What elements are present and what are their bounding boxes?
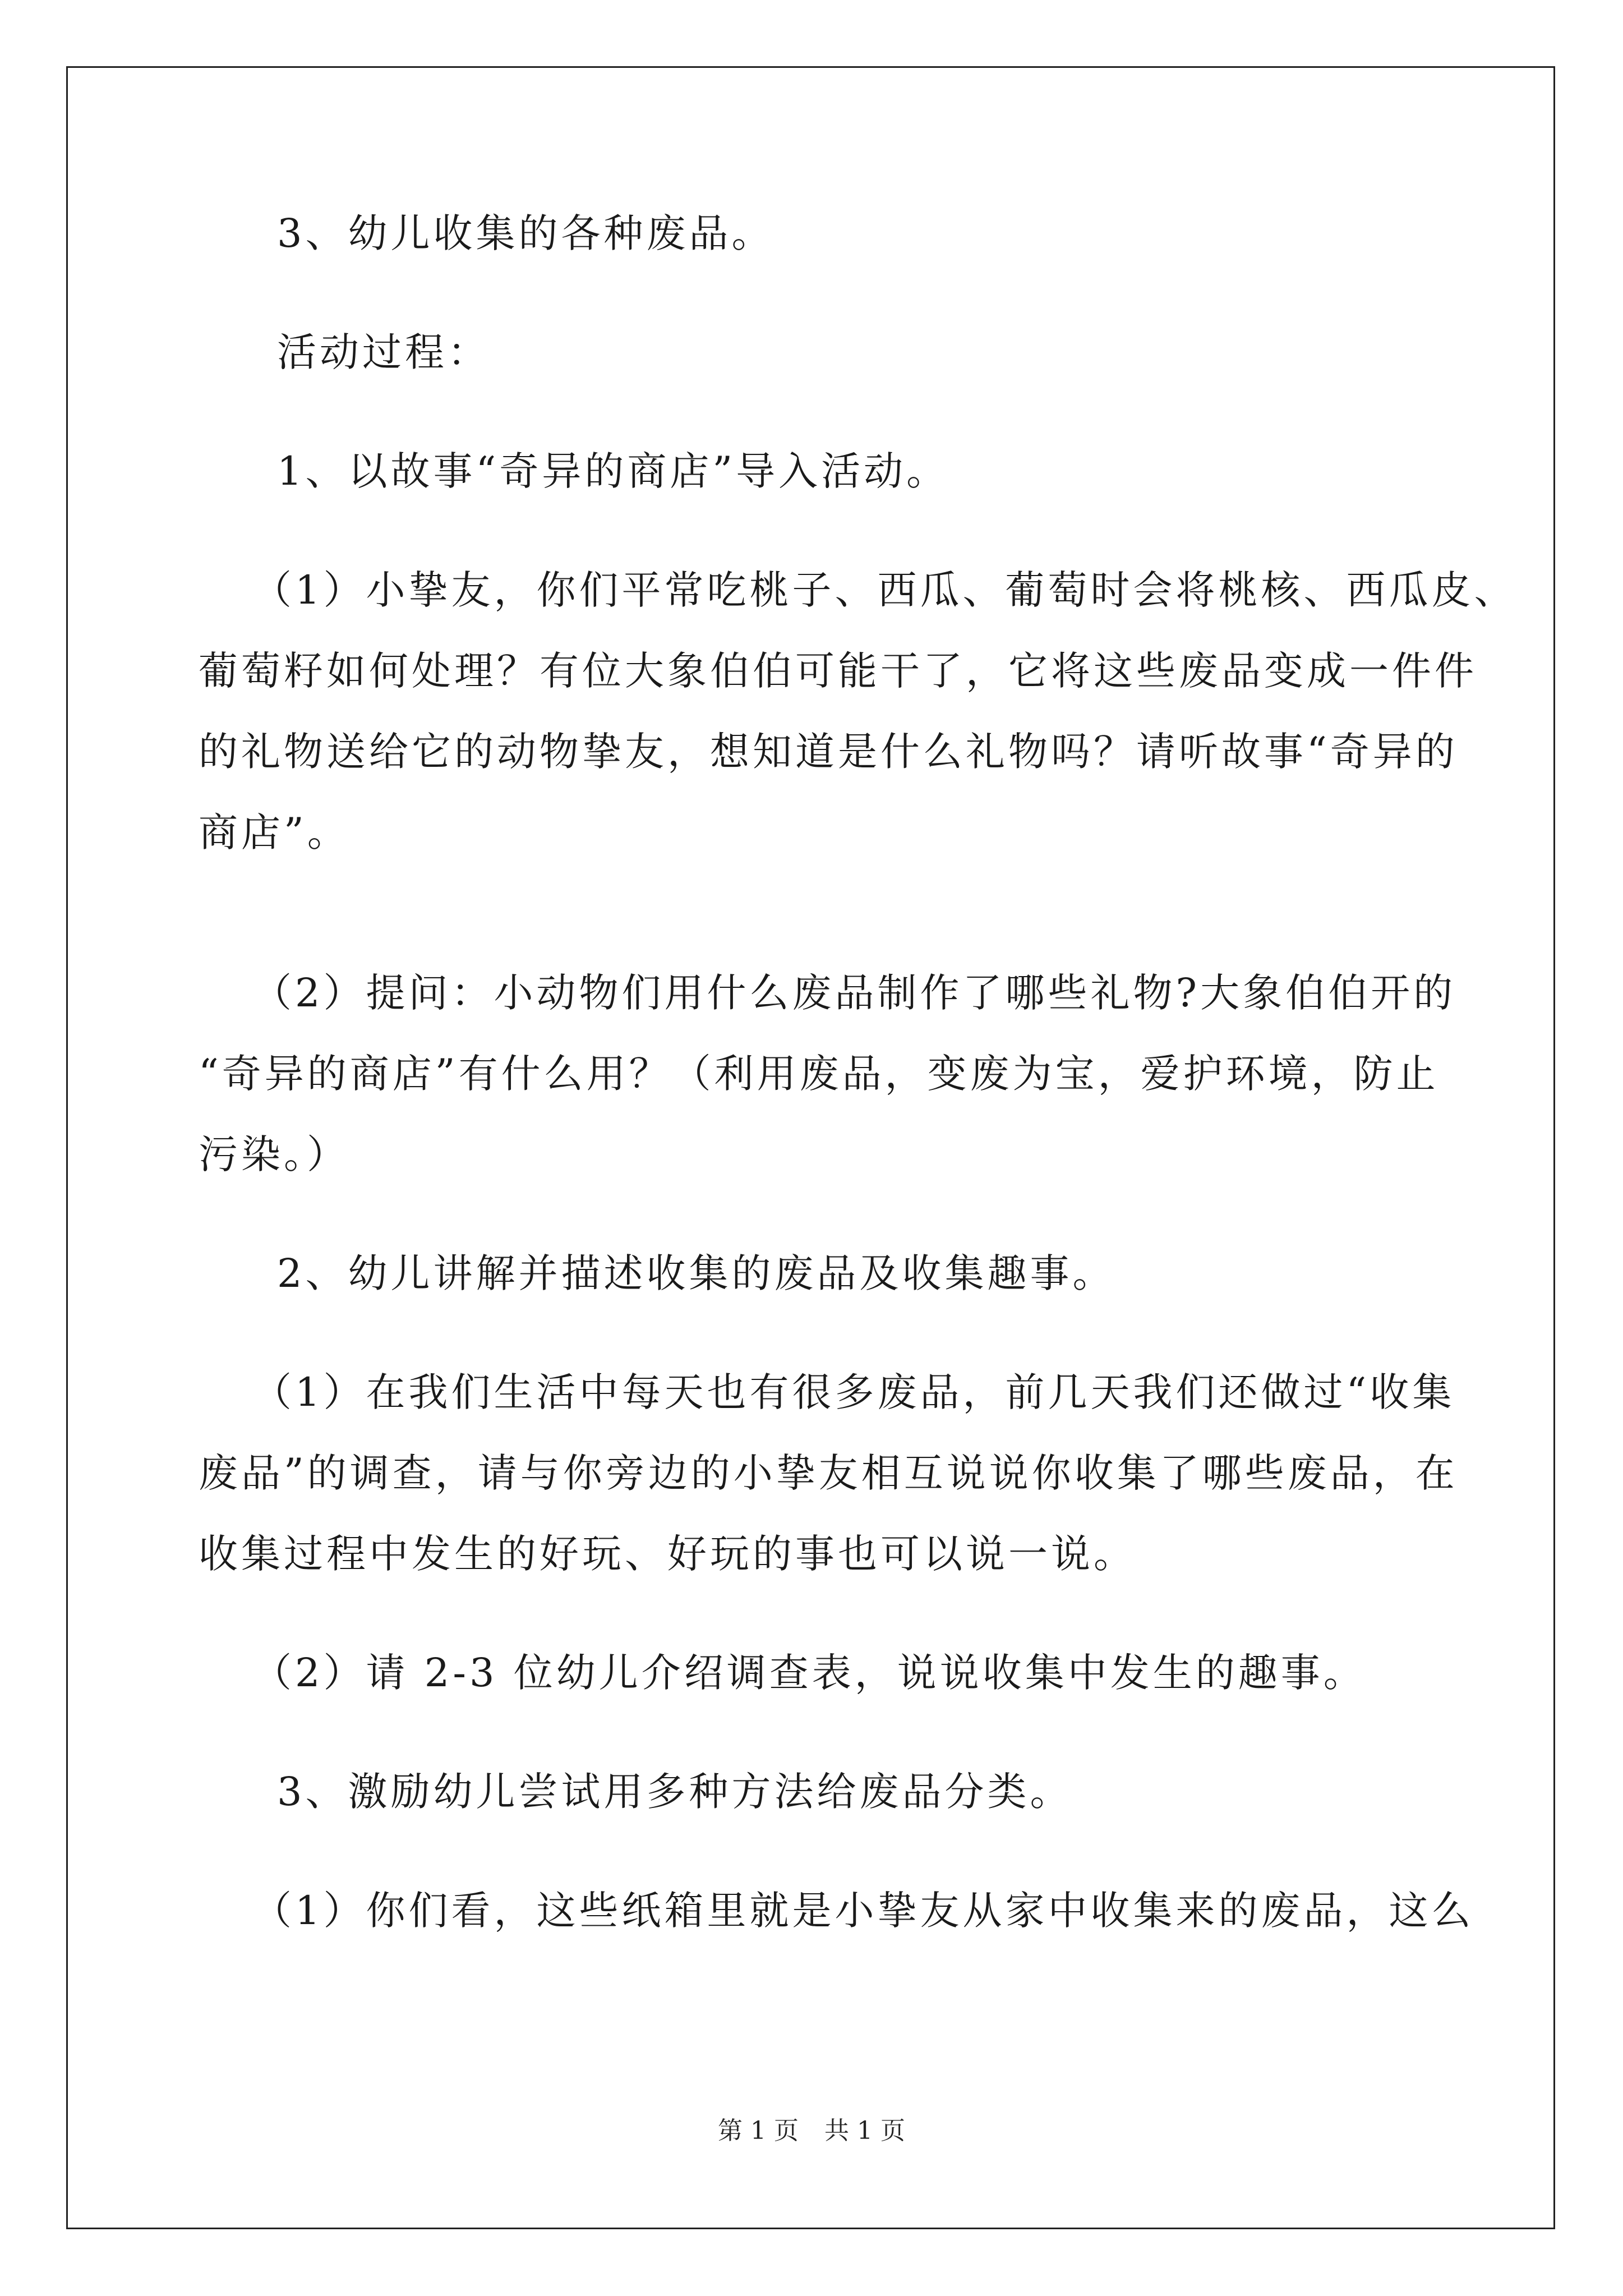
page-number: 第 1 页 (718, 2116, 799, 2145)
text-line: 2、幼儿讲解并描述收集的废品及收集趣事。 (277, 1250, 1115, 1296)
text-line: 污染。） (199, 1131, 349, 1177)
text-line: “奇异的商店”有什么用？（利用废品，变废为宝，爱护环境，防止 (199, 1051, 1439, 1097)
text-line: （2）提问：小动物们用什么废品制作了哪些礼物?大象伯伯开的 (252, 970, 1456, 1016)
text-line: （2）请 2-3 位幼儿介绍调查表，说说收集中发生的趣事。 (252, 1650, 1366, 1696)
text-line: 废品”的调查，请与你旁边的小挚友相互说说你收集了哪些废品，在 (199, 1450, 1458, 1496)
text-line: 的礼物送给它的动物挚友，想知道是什么礼物吗？请听故事“奇异的 (199, 729, 1458, 775)
text-line: 收集过程中发生的好玩、好玩的事也可以说一说。 (199, 1531, 1136, 1577)
text-line: 葡萄籽如何处理？有位大象伯伯可能干了，它将这些废品变成一件件 (199, 648, 1477, 694)
page-total: 共 1 页 (824, 2116, 905, 2145)
text-line: （1）在我们生活中每天也有很多废品，前几天我们还做过“收集 (252, 1369, 1455, 1415)
text-line: 商店”。 (199, 809, 350, 855)
text-line: 3、激励幼儿尝试用多种方法给废品分类。 (277, 1769, 1073, 1815)
text-line: 活动过程： (277, 329, 490, 375)
text-line: 3、幼儿收集的各种废品。 (277, 210, 774, 256)
text-line: （1）小挚友，你们平常吃桃子、西瓜、葡萄时会将桃核、西瓜皮、 (252, 567, 1517, 613)
text-line: 1、以故事“奇异的商店”导入活动。 (277, 448, 949, 494)
text-line: （1）你们看，这些纸箱里就是小挚友从家中收集来的废品，这么 (252, 1888, 1474, 1934)
page-footer (0, 2110, 1623, 2146)
